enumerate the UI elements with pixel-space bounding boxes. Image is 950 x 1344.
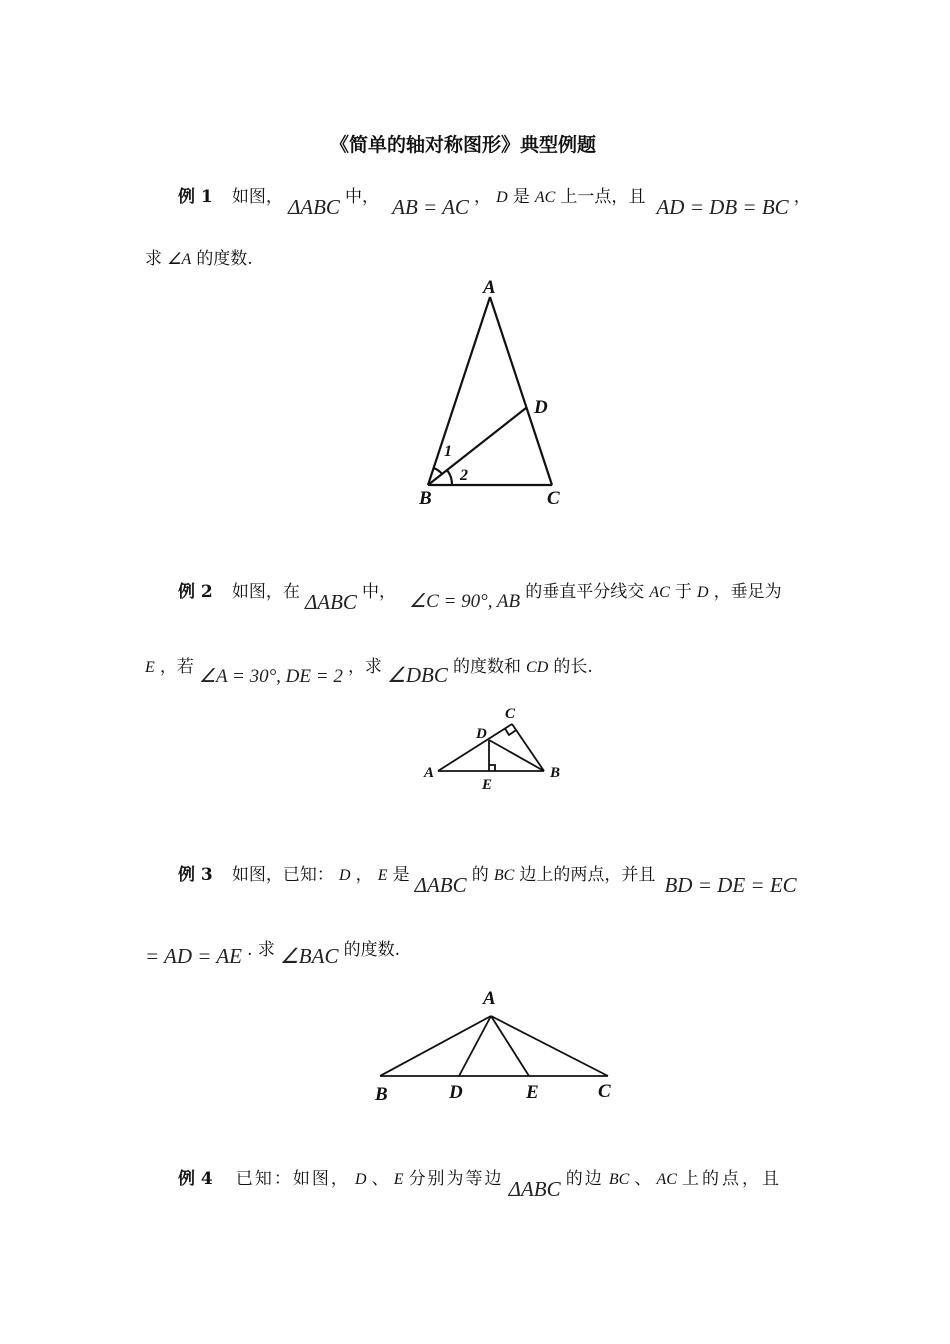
text: ，若 <box>159 657 194 677</box>
text: ， <box>793 187 811 207</box>
text: 已知：如图， <box>235 1169 350 1189</box>
text: 如图， <box>231 187 283 207</box>
point-label-a: A <box>483 277 496 298</box>
math: AD = DB = BC <box>656 195 789 219</box>
point-label-a: A <box>424 765 435 781</box>
variable: CD <box>526 659 549 676</box>
example-3-label: 例 3 <box>178 865 213 885</box>
text: 于 <box>674 582 692 602</box>
point-label-d: D <box>476 726 487 742</box>
angle-label-2: 2 <box>460 467 468 484</box>
text: 的 <box>471 865 489 885</box>
text: 如图，已知： <box>231 865 334 885</box>
text: ， <box>474 187 491 207</box>
text: 是 <box>392 865 410 885</box>
variable: D <box>496 189 508 206</box>
text: 上的点，且 <box>682 1169 783 1189</box>
variable: AC <box>649 584 670 601</box>
math: ∠A = 30°, DE = 2 <box>198 666 343 687</box>
text: 上一点，且 <box>560 187 646 207</box>
variable: AC <box>534 189 556 206</box>
point-label-d: D <box>449 1082 463 1103</box>
variable: E <box>393 1171 404 1188</box>
variable: E <box>145 659 155 676</box>
text: 的垂直平分线交 <box>525 582 645 602</box>
point-label-a: A <box>483 988 496 1009</box>
point-label-c: C <box>547 488 560 509</box>
point-label-d: D <box>534 397 548 418</box>
text: 边上的两点，并且 <box>519 865 656 885</box>
angle-label-1: 1 <box>444 443 452 460</box>
math: AB = AC <box>392 195 469 219</box>
text: 的度数. <box>343 940 400 960</box>
text: 如图，在 <box>231 582 300 602</box>
example-4-label: 例 4 <box>178 1169 213 1189</box>
example-1-label: 例 1 <box>178 187 213 207</box>
math: ΔABC <box>304 590 357 614</box>
variable: AC <box>656 1171 677 1188</box>
text: . 求 <box>247 940 275 960</box>
text: 的度数和 <box>452 657 521 677</box>
text: 中， <box>345 187 380 207</box>
text: ，垂足为 <box>713 582 782 602</box>
text: 的长. <box>553 657 593 677</box>
variable: D <box>354 1171 367 1188</box>
text: 中， <box>362 582 397 602</box>
math: ΔABC <box>414 873 467 897</box>
point-label-e: E <box>526 1082 539 1103</box>
variable: D <box>338 867 351 884</box>
text: 是 <box>512 187 530 207</box>
math: BD = DE = EC <box>664 873 797 897</box>
variable: E <box>377 867 388 884</box>
variable: BC <box>608 1171 630 1188</box>
text: 求 <box>145 249 162 269</box>
point-label-c: C <box>598 1081 611 1102</box>
point-label-b: B <box>419 488 432 509</box>
variable: BC <box>493 867 515 884</box>
example-2-label: 例 2 <box>178 582 213 602</box>
math: = AD = AE <box>145 944 242 968</box>
point-label-c: C <box>505 706 516 722</box>
text: 的度数. <box>196 249 253 269</box>
math: ∠BAC <box>279 944 339 968</box>
point-label-b: B <box>375 1084 388 1105</box>
point-label-b: B <box>550 765 561 781</box>
text: 分别为等边 <box>408 1169 504 1189</box>
math: ∠A <box>167 251 192 268</box>
page-title: 《简单的轴对称图形》典型例题 <box>330 134 597 156</box>
text: ，求 <box>347 657 382 677</box>
math: ΔABC <box>287 195 340 219</box>
example-4-line-1 <box>178 1164 783 1201</box>
text: 、 <box>634 1169 652 1189</box>
math: ∠DBC <box>387 663 448 687</box>
math: ΔABC <box>508 1177 561 1201</box>
point-label-e: E <box>482 777 493 793</box>
text: ， <box>355 865 373 885</box>
segment-ac <box>491 1016 608 1076</box>
text: 、 <box>371 1169 389 1189</box>
variable: D <box>696 584 709 601</box>
math: ∠C = 90°, AB <box>409 591 521 612</box>
text: 的边 <box>565 1169 604 1189</box>
